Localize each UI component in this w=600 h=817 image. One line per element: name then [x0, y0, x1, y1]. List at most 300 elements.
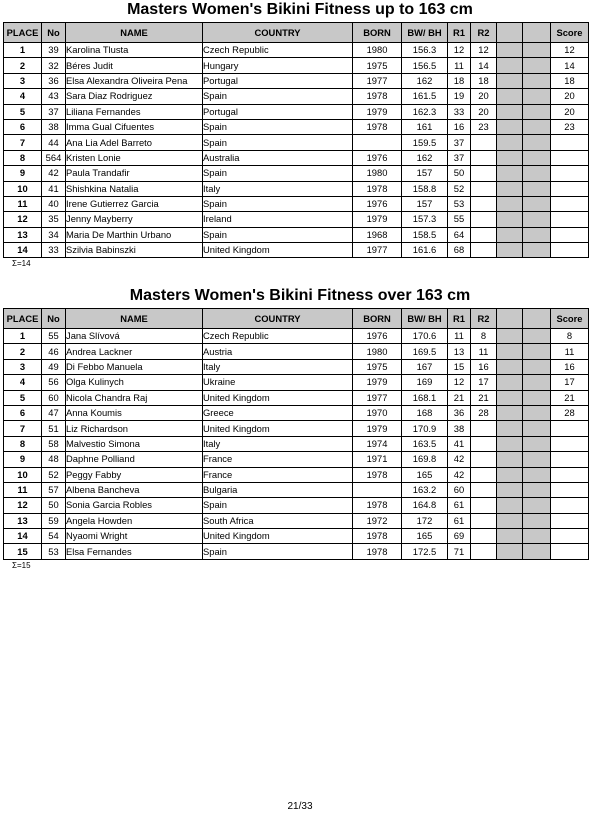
cell-place: 12 — [4, 212, 42, 227]
cell-country: United Kingdom — [203, 529, 353, 544]
cell-r2 — [471, 227, 497, 242]
cell-place: 4 — [4, 89, 42, 104]
column-header-r1: R1 — [448, 23, 471, 43]
cell-name: Olga Kulinych — [66, 375, 203, 390]
table-row — [4, 243, 589, 258]
cell-no: 50 — [42, 498, 66, 513]
cell-r1: 42 — [448, 467, 471, 482]
cell-bw: 161 — [402, 119, 448, 134]
cell-r2: 20 — [471, 89, 497, 104]
cell-no: 32 — [42, 58, 66, 73]
cell-born: 1977 — [353, 243, 402, 258]
cell-r2: 20 — [471, 104, 497, 119]
cell-born — [353, 482, 402, 497]
cell-r1: 16 — [448, 119, 471, 134]
cell-r2 — [471, 166, 497, 181]
table-row — [4, 212, 589, 227]
cell-blank — [497, 212, 523, 227]
cell-name: Karolina Tlusta — [66, 43, 203, 58]
cell-born: 1980 — [353, 43, 402, 58]
cell-country: Spain — [203, 498, 353, 513]
cell-country: Bulgaria — [203, 482, 353, 497]
cell-born: 1978 — [353, 529, 402, 544]
cell-born: 1970 — [353, 405, 402, 420]
cell-bw: 172.5 — [402, 544, 448, 559]
cell-score — [551, 421, 589, 436]
cell-country: Ukraine — [203, 375, 353, 390]
column-header-country: COUNTRY — [203, 23, 353, 43]
cell-name: Kristen Lonie — [66, 150, 203, 165]
cell-r1: 13 — [448, 344, 471, 359]
cell-blank — [497, 119, 523, 134]
cell-score: 17 — [551, 375, 589, 390]
cell-no: 33 — [42, 243, 66, 258]
cell-score: 23 — [551, 119, 589, 134]
cell-born: 1978 — [353, 89, 402, 104]
column-header-score: Score — [551, 309, 589, 329]
cell-bw: 169 — [402, 375, 448, 390]
cell-r2 — [471, 513, 497, 528]
cell-country: Spain — [203, 166, 353, 181]
cell-r1: 15 — [448, 359, 471, 374]
column-header-r2: R2 — [471, 23, 497, 43]
cell-r2: 8 — [471, 329, 497, 344]
cell-born: 1979 — [353, 104, 402, 119]
column-header-born: BORN — [353, 23, 402, 43]
cell-no: 38 — [42, 119, 66, 134]
cell-country: Ireland — [203, 212, 353, 227]
cell-blank — [523, 544, 551, 559]
column-header-no: No — [42, 23, 66, 43]
cell-blank — [497, 529, 523, 544]
table-row — [4, 104, 589, 119]
cell-blank — [497, 150, 523, 165]
cell-r1: 69 — [448, 529, 471, 544]
cell-r2: 21 — [471, 390, 497, 405]
cell-blank — [523, 498, 551, 513]
cell-bw: 163.5 — [402, 436, 448, 451]
cell-r1: 36 — [448, 405, 471, 420]
cell-score — [551, 196, 589, 211]
cell-no: 43 — [42, 89, 66, 104]
cell-name: Sara Diaz Rodriguez — [66, 89, 203, 104]
cell-no: 48 — [42, 452, 66, 467]
table-row — [4, 227, 589, 242]
cell-no: 34 — [42, 227, 66, 242]
table-row — [4, 452, 589, 467]
cell-blank — [523, 482, 551, 497]
cell-country: Italy — [203, 359, 353, 374]
cell-country: United Kingdom — [203, 421, 353, 436]
cell-score: 14 — [551, 58, 589, 73]
cell-no: 51 — [42, 421, 66, 436]
cell-born: 1979 — [353, 421, 402, 436]
table-row — [4, 421, 589, 436]
cell-blank — [523, 135, 551, 150]
cell-blank — [523, 344, 551, 359]
column-header-born: BORN — [353, 309, 402, 329]
column-header-country: COUNTRY — [203, 309, 353, 329]
cell-name: Elsa Fernandes — [66, 544, 203, 559]
cell-place: 9 — [4, 452, 42, 467]
table-row — [4, 166, 589, 181]
cell-place: 1 — [4, 329, 42, 344]
cell-bw: 156.3 — [402, 43, 448, 58]
table-2-title: Masters Women's Bikini Fitness over 163 cm — [129, 287, 471, 304]
cell-blank — [497, 181, 523, 196]
cell-born — [353, 135, 402, 150]
cell-r1: 71 — [448, 544, 471, 559]
cell-blank — [497, 135, 523, 150]
cell-score: 18 — [551, 73, 589, 88]
cell-name: Anna Koumis — [66, 405, 203, 420]
cell-country: Spain — [203, 227, 353, 242]
cell-place: 13 — [4, 227, 42, 242]
table-1-total: Σ=14 — [12, 259, 31, 268]
cell-no: 564 — [42, 150, 66, 165]
cell-score — [551, 513, 589, 528]
cell-r1: 52 — [448, 181, 471, 196]
cell-no: 41 — [42, 181, 66, 196]
cell-r1: 33 — [448, 104, 471, 119]
cell-blank — [497, 43, 523, 58]
column-header-blank — [497, 23, 523, 43]
cell-no: 58 — [42, 436, 66, 451]
cell-place: 11 — [4, 482, 42, 497]
cell-blank — [497, 227, 523, 242]
cell-blank — [497, 243, 523, 258]
cell-place: 2 — [4, 58, 42, 73]
table-row — [4, 467, 589, 482]
cell-born: 1979 — [353, 212, 402, 227]
column-header-name: NAME — [66, 309, 203, 329]
cell-blank — [523, 119, 551, 134]
cell-score — [551, 498, 589, 513]
table-row — [4, 529, 589, 544]
table-row — [4, 405, 589, 420]
cell-blank — [523, 421, 551, 436]
cell-blank — [523, 150, 551, 165]
cell-place: 7 — [4, 421, 42, 436]
cell-blank — [497, 544, 523, 559]
cell-bw: 161.6 — [402, 243, 448, 258]
cell-no: 53 — [42, 544, 66, 559]
cell-born: 1980 — [353, 166, 402, 181]
cell-blank — [523, 436, 551, 451]
table-row — [4, 436, 589, 451]
cell-blank — [497, 436, 523, 451]
cell-blank — [497, 482, 523, 497]
cell-place: 10 — [4, 467, 42, 482]
table-header-row — [4, 309, 589, 329]
cell-country: South Africa — [203, 513, 353, 528]
cell-place: 5 — [4, 390, 42, 405]
cell-score — [551, 482, 589, 497]
cell-blank — [523, 329, 551, 344]
cell-blank — [523, 73, 551, 88]
cell-born: 1978 — [353, 498, 402, 513]
cell-blank — [497, 89, 523, 104]
cell-name: Elsa Alexandra Oliveira Pena — [66, 73, 203, 88]
cell-bw: 164.8 — [402, 498, 448, 513]
cell-place: 14 — [4, 243, 42, 258]
cell-r1: 64 — [448, 227, 471, 242]
cell-bw: 165 — [402, 529, 448, 544]
cell-blank — [497, 329, 523, 344]
cell-score — [551, 227, 589, 242]
column-header-r2: R2 — [471, 309, 497, 329]
cell-r1: 55 — [448, 212, 471, 227]
table-row — [4, 73, 589, 88]
cell-r1: 50 — [448, 166, 471, 181]
cell-no: 55 — [42, 329, 66, 344]
column-header-no: No — [42, 309, 66, 329]
cell-blank — [523, 243, 551, 258]
cell-name: Ana Lia Adel Barreto — [66, 135, 203, 150]
column-header-r1: R1 — [448, 309, 471, 329]
cell-r1: 42 — [448, 452, 471, 467]
cell-born: 1971 — [353, 452, 402, 467]
cell-score — [551, 436, 589, 451]
cell-place: 2 — [4, 344, 42, 359]
cell-place: 5 — [4, 104, 42, 119]
cell-no: 40 — [42, 196, 66, 211]
cell-bw: 162 — [402, 73, 448, 88]
cell-country: Hungary — [203, 58, 353, 73]
cell-r2: 11 — [471, 344, 497, 359]
column-header-bw: BW/ BH — [402, 309, 448, 329]
cell-r2 — [471, 212, 497, 227]
cell-r2 — [471, 181, 497, 196]
cell-blank — [497, 58, 523, 73]
cell-born: 1976 — [353, 196, 402, 211]
cell-r1: 11 — [448, 329, 471, 344]
cell-no: 60 — [42, 390, 66, 405]
cell-no: 46 — [42, 344, 66, 359]
cell-score: 21 — [551, 390, 589, 405]
cell-r2 — [471, 421, 497, 436]
cell-r2 — [471, 243, 497, 258]
table-row — [4, 482, 589, 497]
cell-blank — [497, 344, 523, 359]
column-header-blank — [523, 309, 551, 329]
cell-name: Liliana Fernandes — [66, 104, 203, 119]
cell-blank — [497, 513, 523, 528]
cell-r2 — [471, 196, 497, 211]
table-2-total: Σ=15 — [12, 561, 31, 570]
results-table-over-163 — [3, 308, 589, 560]
cell-r2: 18 — [471, 73, 497, 88]
cell-country: Spain — [203, 196, 353, 211]
cell-name: Malvestio Simona — [66, 436, 203, 451]
cell-bw: 170.9 — [402, 421, 448, 436]
cell-r1: 68 — [448, 243, 471, 258]
cell-r1: 18 — [448, 73, 471, 88]
cell-name: Imma Gual Cifuentes — [66, 119, 203, 134]
cell-bw: 172 — [402, 513, 448, 528]
table-row — [4, 89, 589, 104]
cell-name: Shishkina Natalia — [66, 181, 203, 196]
cell-born: 1968 — [353, 227, 402, 242]
table-row — [4, 150, 589, 165]
cell-no: 52 — [42, 467, 66, 482]
cell-r1: 61 — [448, 513, 471, 528]
cell-country: Australia — [203, 150, 353, 165]
cell-no: 42 — [42, 166, 66, 181]
cell-country: France — [203, 467, 353, 482]
table-row — [4, 359, 589, 374]
cell-blank — [523, 405, 551, 420]
cell-r2 — [471, 529, 497, 544]
cell-bw: 162 — [402, 150, 448, 165]
cell-blank — [497, 375, 523, 390]
cell-blank — [497, 390, 523, 405]
table-row — [4, 344, 589, 359]
cell-born: 1978 — [353, 119, 402, 134]
cell-score — [551, 166, 589, 181]
cell-r2 — [471, 135, 497, 150]
cell-no: 37 — [42, 104, 66, 119]
column-header-score: Score — [551, 23, 589, 43]
column-header-place: PLACE — [4, 309, 42, 329]
cell-name: Maria De Marthin Urbano — [66, 227, 203, 242]
cell-r2 — [471, 150, 497, 165]
cell-blank — [497, 196, 523, 211]
cell-r2 — [471, 482, 497, 497]
cell-blank — [523, 43, 551, 58]
cell-bw: 169.5 — [402, 344, 448, 359]
cell-blank — [497, 104, 523, 119]
cell-score — [551, 544, 589, 559]
cell-r2 — [471, 436, 497, 451]
cell-name: Nicola Chandra Raj — [66, 390, 203, 405]
cell-country: Greece — [203, 405, 353, 420]
cell-bw: 157.3 — [402, 212, 448, 227]
cell-born: 1976 — [353, 150, 402, 165]
cell-place: 12 — [4, 498, 42, 513]
cell-r2 — [471, 544, 497, 559]
cell-bw: 168 — [402, 405, 448, 420]
cell-blank — [497, 467, 523, 482]
cell-r2: 12 — [471, 43, 497, 58]
cell-born: 1977 — [353, 73, 402, 88]
cell-country: Spain — [203, 544, 353, 559]
cell-blank — [497, 452, 523, 467]
cell-blank — [523, 227, 551, 242]
cell-bw: 162.3 — [402, 104, 448, 119]
table-header-row — [4, 23, 589, 43]
cell-born: 1980 — [353, 344, 402, 359]
cell-blank — [497, 421, 523, 436]
cell-r2 — [471, 452, 497, 467]
cell-score — [551, 467, 589, 482]
cell-country: Portugal — [203, 104, 353, 119]
cell-no: 54 — [42, 529, 66, 544]
cell-blank — [523, 89, 551, 104]
cell-place: 14 — [4, 529, 42, 544]
cell-born: 1978 — [353, 467, 402, 482]
column-header-name: NAME — [66, 23, 203, 43]
cell-blank — [497, 405, 523, 420]
cell-no: 36 — [42, 73, 66, 88]
cell-country: Czech Republic — [203, 43, 353, 58]
table-row — [4, 135, 589, 150]
cell-name: Albena Bancheva — [66, 482, 203, 497]
cell-blank — [523, 467, 551, 482]
cell-no: 35 — [42, 212, 66, 227]
cell-no: 49 — [42, 359, 66, 374]
cell-score: 20 — [551, 104, 589, 119]
cell-r1: 38 — [448, 421, 471, 436]
cell-score: 28 — [551, 405, 589, 420]
cell-r1: 37 — [448, 150, 471, 165]
cell-name: Di Febbo Manuela — [66, 359, 203, 374]
table-row — [4, 498, 589, 513]
table-row — [4, 544, 589, 559]
cell-name: Liz Richardson — [66, 421, 203, 436]
cell-place: 3 — [4, 359, 42, 374]
column-header-place: PLACE — [4, 23, 42, 43]
cell-born: 1976 — [353, 329, 402, 344]
table-row — [4, 375, 589, 390]
cell-place: 6 — [4, 405, 42, 420]
cell-blank — [497, 498, 523, 513]
cell-country: Czech Republic — [203, 329, 353, 344]
cell-bw: 158.5 — [402, 227, 448, 242]
cell-score — [551, 452, 589, 467]
cell-name: Nyaomi Wright — [66, 529, 203, 544]
table-row — [4, 58, 589, 73]
table-row — [4, 329, 589, 344]
cell-country: Italy — [203, 436, 353, 451]
cell-bw: 157 — [402, 166, 448, 181]
cell-country: Portugal — [203, 73, 353, 88]
cell-r2 — [471, 467, 497, 482]
cell-blank — [497, 73, 523, 88]
cell-blank — [523, 513, 551, 528]
cell-score: 20 — [551, 89, 589, 104]
cell-blank — [523, 375, 551, 390]
cell-r1: 11 — [448, 58, 471, 73]
cell-r1: 60 — [448, 482, 471, 497]
cell-score — [551, 243, 589, 258]
column-header-blank — [523, 23, 551, 43]
table-row — [4, 43, 589, 58]
cell-no: 47 — [42, 405, 66, 420]
cell-score — [551, 181, 589, 196]
cell-r2: 28 — [471, 405, 497, 420]
cell-r1: 21 — [448, 390, 471, 405]
cell-place: 6 — [4, 119, 42, 134]
cell-bw: 161.5 — [402, 89, 448, 104]
cell-place: 9 — [4, 166, 42, 181]
cell-bw: 156.5 — [402, 58, 448, 73]
table-1-title: Masters Women's Bikini Fitness up to 163 cm — [127, 1, 473, 18]
cell-blank — [523, 452, 551, 467]
cell-country: France — [203, 452, 353, 467]
cell-score: 12 — [551, 43, 589, 58]
cell-born: 1974 — [353, 436, 402, 451]
cell-place: 15 — [4, 544, 42, 559]
cell-bw: 168.1 — [402, 390, 448, 405]
cell-name: Jenny Mayberry — [66, 212, 203, 227]
cell-country: Italy — [203, 181, 353, 196]
cell-born: 1978 — [353, 544, 402, 559]
cell-born: 1972 — [353, 513, 402, 528]
cell-bw: 167 — [402, 359, 448, 374]
cell-country: United Kingdom — [203, 243, 353, 258]
cell-country: Austria — [203, 344, 353, 359]
